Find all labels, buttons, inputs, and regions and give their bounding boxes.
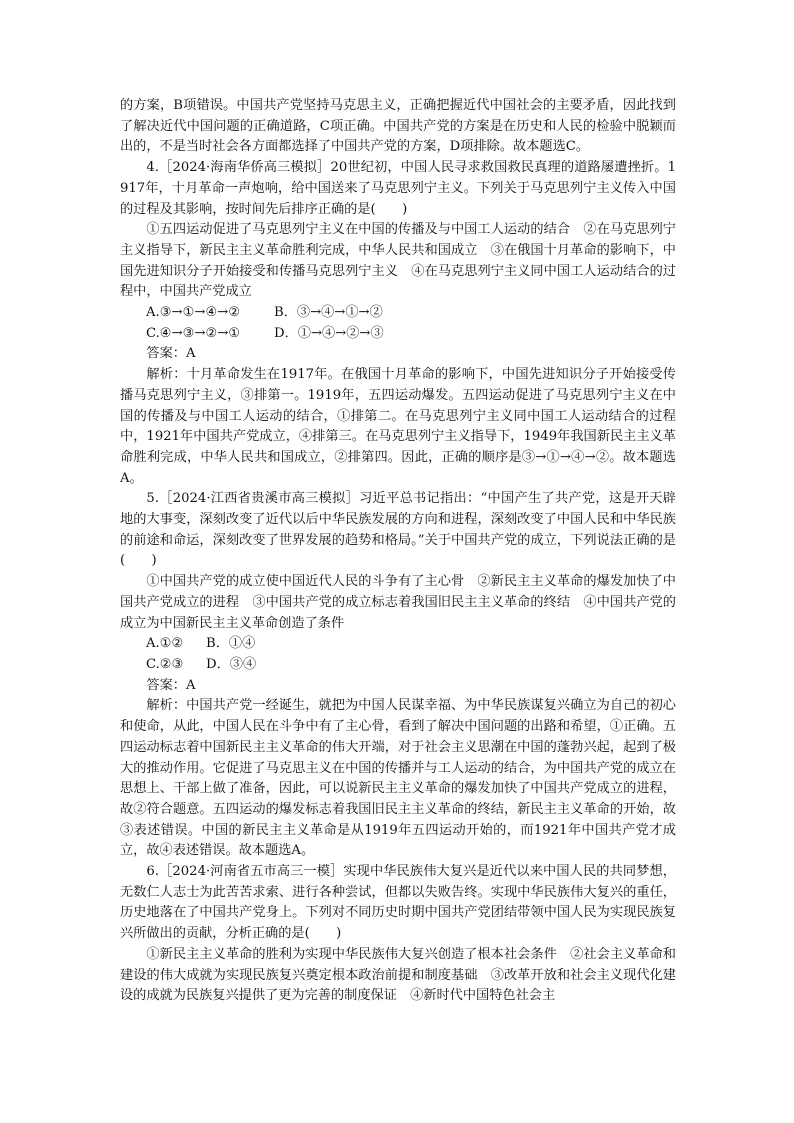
paragraph-q3-analysis-end: 的方案，B项错误。中国共产党坚持马克思主义，正确把握近代中国社会的主要矛盾，因此找到了解决近代中国问题的正确道路，C项正确。中国共产党的方案是在历史和人民的检验中脱颖而出的，不是当时社会各方面都选择了中国共产党的方案，D项排除。故本题选C。 [120, 98, 676, 155]
question-5-option-d: D．③④ [206, 656, 257, 672]
question-4-analysis: 解析：十月革命发生在1917年。在俄国十月革命的影响下，中国先进知识分子开始接受传播马克思列宁主义，③排第一。1919年，五四运动爆发。五四运动促进了马克思列宁主义在中国的传播及与中国工人运动的结合，①排第二。在马克思列宁主义同中国工人运动结合的过程中，1921年中国共产党成立，④排第三。在马克思列宁主义指导下，1949年我国新民主主义革命胜利完成，中华人民共和国成立，②排第四。因此，正确的顺序是③→①→④→②。故本题选A。 [120, 367, 676, 486]
question-5-options-row-2 [120, 655, 676, 676]
question-5-options-row-1 [120, 634, 676, 655]
question-6-stem: 6.［2024·河南省五市高三一模］实现中华民族伟大复兴是近代以来中国人民的共同梦想，无数仁人志士为此苦苦求索、进行各种尝试，但都以失败告终。实现中华民族伟大复兴的重任，历史地落在了中国共产党身上。下列对不同历史时期中国共产党团结带领中国人民为实现民族复兴所做出的贡献，分析正确的是( ) [120, 864, 676, 942]
document-page [120, 96, 676, 1007]
question-5-option-b: B．①④ [206, 636, 256, 652]
question-4-option-a: A.③→①→④→② [146, 305, 241, 321]
question-4-stem: 4.［2024·海南华侨高三模拟］20世纪初，中国人民寻求救国救民真理的道路屡遭挫折。1917年，十月革命一声炮响，给中国送来了马克思列宁主义。下列关于马克思列宁主义传入中国的过程及其影响，按时间先后排序正确的是( ) [120, 160, 676, 217]
question-4-answer: 答案：A [146, 346, 196, 362]
question-6-items: ①新民主主义革命的胜利为实现中华民族伟大复兴创造了根本社会条件 ②社会主义革命和建设的伟大成就为实现民族复兴奠定根本政治前提和制度基础 ③改革开放和社会主义现代化建设的成就为民族复兴提供了更为完善的制度保证 ④新时代中国特色社会主 [120, 946, 676, 1004]
question-4-items: ①五四运动促进了马克思列宁主义在中国的传播及与中国工人运动的结合 ②在马克思列宁主义指导下，新民主主义革命胜利完成，中华人民共和国成立 ③在俄国十月革命的影响下，中国先进知识分子开始接受和传播马克思列宁主义 ④在马克思列宁主义同中国工人运动结合的过程中，中国共产党成立 [120, 222, 676, 300]
question-5-answer: 答案：A [146, 677, 196, 693]
question-4-options-row-1 [120, 303, 676, 324]
question-5-option-a: A.①② [146, 636, 184, 652]
question-4-option-b: B．③→④→①→② [274, 305, 383, 321]
question-4-option-c: C.④→③→②→① [146, 325, 241, 341]
question-5-items: ①中国共产党的成立使中国近代人民的斗争有了主心骨 ②新民主主义革命的爆发加快了中国共产党成立的进程 ③中国共产党的成立标志着我国旧民主主义革命的终结 ④中国共产党的成立为中国新民主主义革命创造了条件 [120, 574, 676, 631]
question-4-options-row-2 [120, 324, 676, 345]
question-4-option-d: D．①→④→②→③ [274, 325, 384, 341]
question-5-option-c: C.②③ [146, 656, 184, 672]
question-5-stem: 5.［2024·江西省贵溪市高三模拟］习近平总书记指出：“中国产生了共产党，这是开天辟地的大事变，深刻改变了近代以后中华民族发展的方向和进程，深刻改变了中国人民和中华民族的前途和命运，深刻改变了世界发展的趋势和格局。”关于中国共产党的成立，下列说法正确的是( ) [120, 491, 676, 569]
question-5-analysis: 解析：中国共产党一经诞生，就把为中国人民谋幸福、为中华民族谋复兴确立为自己的初心和使命，从此，中国人民在斗争中有了主心骨，看到了解决中国问题的出路和希望，①正确。五四运动标志着中国新民主主义革命的伟大开端，对于社会主义思潮在中国的蓬勃兴起，起到了极大的推动作用。它促进了马克思主义在中国的传播并与工人运动的结合，为中国共产党的成立在思想上、干部上做了准备，因此，可以说新民主主义革命的爆发加快了中国共产党成立的进程，故②符合题意。五四运动的爆发标志着我国旧民主主义革命的终结，新民主主义革命的开始，故③表述错误。中国的新民主主义革命是从1919年五四运动开始的，而1921年中国共产党才成立，故④表述错误。故本题选A。 [120, 698, 676, 859]
